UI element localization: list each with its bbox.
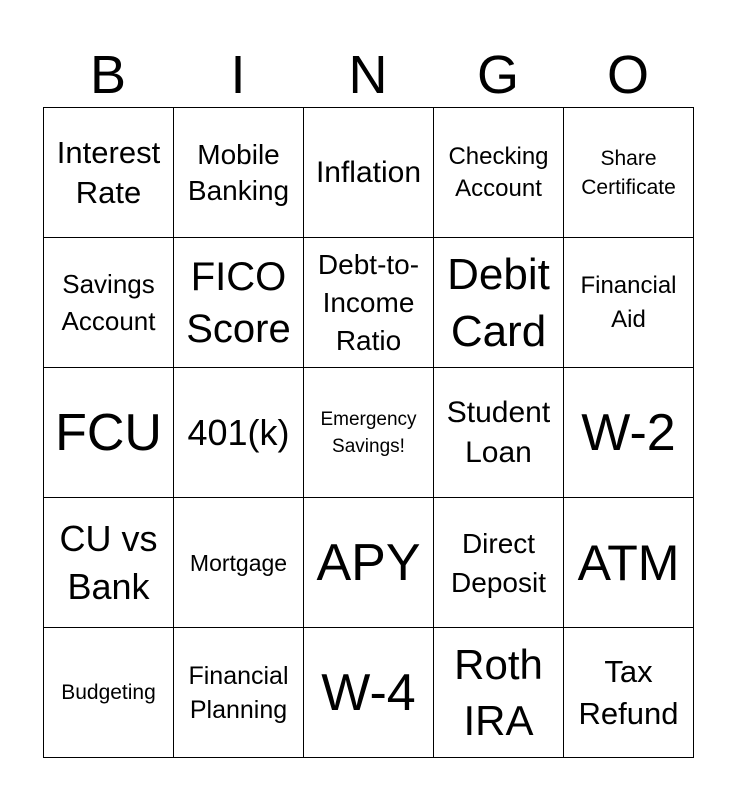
- header-letter-b: B: [89, 45, 127, 105]
- header-letter-g: G: [476, 45, 519, 105]
- bingo-cell[interactable]: Checking Account: [434, 108, 564, 238]
- bingo-cell[interactable]: Roth IRA: [434, 628, 564, 758]
- bingo-board: [43, 107, 694, 758]
- bingo-cell[interactable]: Share Certificate: [564, 108, 694, 238]
- bingo-cell[interactable]: Budgeting: [44, 628, 174, 758]
- bingo-cell[interactable]: Interest Rate: [44, 108, 174, 238]
- bingo-cell[interactable]: Student Loan: [434, 368, 564, 498]
- header-letter-n: N: [348, 45, 388, 105]
- bingo-cell[interactable]: CU vs Bank: [44, 498, 174, 628]
- bingo-cell[interactable]: Inflation: [304, 108, 434, 238]
- bingo-cell[interactable]: Mortgage: [174, 498, 304, 628]
- header-letter-o: O: [606, 45, 649, 105]
- bingo-header: [43, 42, 693, 108]
- bingo-cell[interactable]: APY: [304, 498, 434, 628]
- bingo-cell[interactable]: FICO Score: [174, 238, 304, 368]
- bingo-cell[interactable]: W-2: [564, 368, 694, 498]
- bingo-cell[interactable]: 401(k): [174, 368, 304, 498]
- bingo-cell[interactable]: Debit Card: [434, 238, 564, 368]
- bingo-cell[interactable]: Tax Refund: [564, 628, 694, 758]
- bingo-cell[interactable]: W-4: [304, 628, 434, 758]
- bingo-cell[interactable]: Savings Account: [44, 238, 174, 368]
- bingo-cell[interactable]: Emergency Savings!: [304, 368, 434, 498]
- bingo-cell[interactable]: Financial Planning: [174, 628, 304, 758]
- header-letter-i: I: [230, 45, 246, 105]
- bingo-cell[interactable]: Direct Deposit: [434, 498, 564, 628]
- bingo-cell[interactable]: Debt-to- Income Ratio: [304, 238, 434, 368]
- bingo-cell[interactable]: ATM: [564, 498, 694, 628]
- bingo-cell[interactable]: Mobile Banking: [174, 108, 304, 238]
- bingo-cell[interactable]: Financial Aid: [564, 238, 694, 368]
- bingo-cell[interactable]: FCU: [44, 368, 174, 498]
